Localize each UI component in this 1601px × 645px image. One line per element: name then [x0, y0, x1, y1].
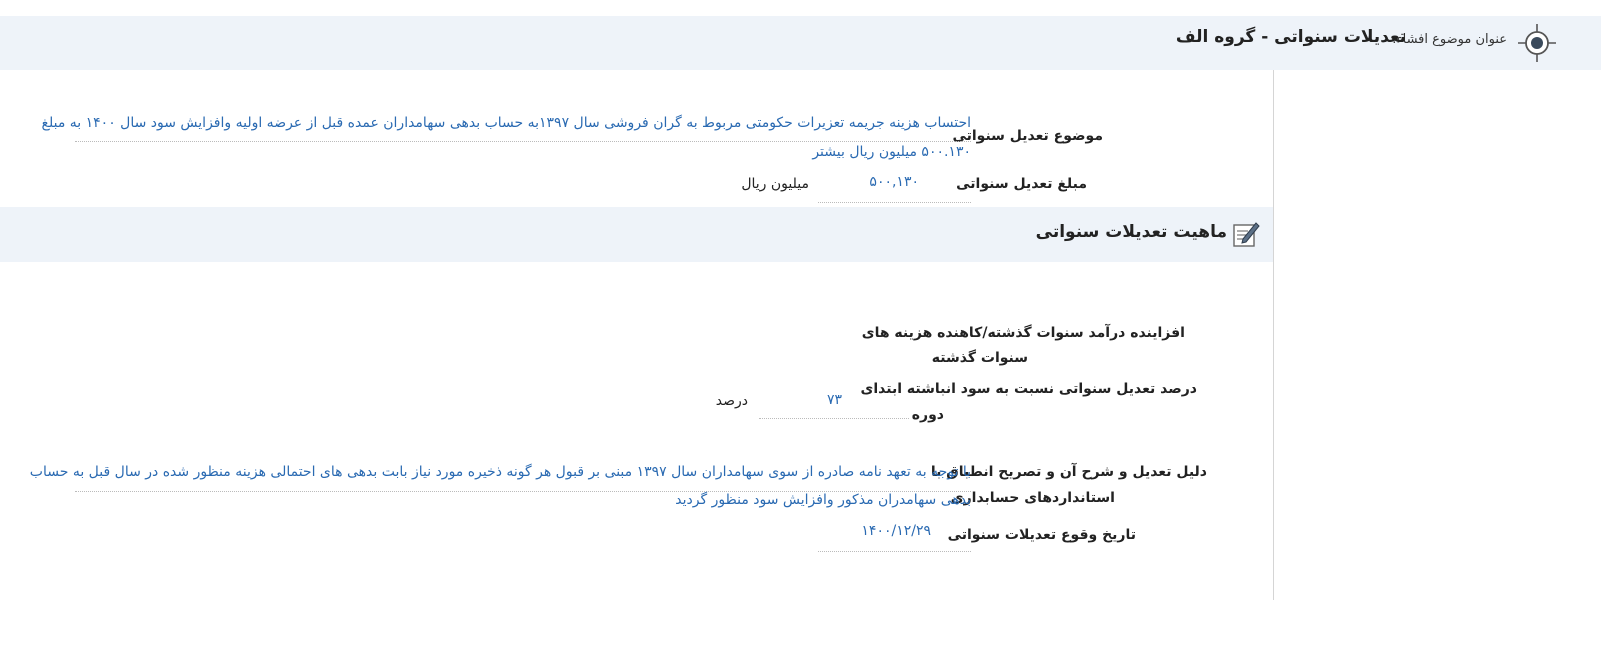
- reason-value-line1: با توجه به تعهد نامه صادره از سوی سهامداران سال ۱۳۹۷ مبنی بر قبول هر گونه ذخیره مورد نیاز بابت بدهی های احتمالی هزینه منظور شده در سال قبل به حساب: [29, 464, 971, 480]
- percent-underline: [759, 418, 909, 419]
- amount-unit: میلیون ریال: [741, 176, 809, 192]
- nature-section-title: ماهیت تعدیلات سنواتی: [1035, 222, 1227, 242]
- percent-label-line1: درصد تعدیل سنواتی نسبت به سود انباشته ابتدای: [860, 381, 1197, 397]
- amount-underline: [818, 202, 971, 203]
- subject-underline: [75, 141, 971, 142]
- disclosure-header: [0, 16, 1601, 70]
- nature-type-line1: افزاینده درآمد سنوات گذشته/کاهنده هزینه های: [861, 325, 1185, 341]
- reason-label-line1: دلیل تعدیل و شرح آن و تصریح انطباق با: [930, 464, 1207, 480]
- nature-section-header: [0, 207, 1273, 262]
- subject-value-line1: احتساب هزینه جریمه تعزیرات حکومتی مربوط به گران فروشی سال ۱۳۹۷به حساب بدهی سهامداران عمده قبل از عرضه اولیه وافزایش سود سال ۱۴۰۰ به مبلغ: [41, 115, 971, 131]
- reason-value-line2: بدهی سهامدران مذکور وافزایش سود منظور گردید: [675, 492, 971, 508]
- target-icon: [1517, 23, 1557, 63]
- column-divider: [1273, 70, 1274, 600]
- date-value: ۱۴۰۰/۱۲/۲۹: [861, 523, 931, 539]
- nature-type-line2: سنوات گذشته: [931, 350, 1028, 366]
- percent-label-line2: دوره: [911, 407, 944, 423]
- edit-note-icon: [1231, 219, 1261, 249]
- percent-value: ۷۳: [826, 392, 842, 408]
- date-underline: [818, 551, 971, 552]
- percent-unit: درصد: [715, 393, 748, 409]
- amount-value: ۵۰۰,۱۳۰: [869, 174, 919, 190]
- subject-value-line2: ۵۰۰.۱۳۰ میلیون ریال بیشتر: [812, 144, 971, 160]
- date-label: تاریخ وقوع تعدیلات سنواتی: [947, 527, 1136, 543]
- disclosure-title: تعدیلات سنواتی - گروه الف: [1175, 27, 1406, 47]
- reason-label-line2: استانداردهای حسابداری: [950, 490, 1115, 506]
- amount-label: مبلغ تعدیل سنواتی: [956, 176, 1087, 192]
- disclosure-title-prefix: عنوان موضوع افشاء:: [1392, 32, 1507, 47]
- subject-label: موضوع تعدیل سنواتی: [952, 128, 1103, 144]
